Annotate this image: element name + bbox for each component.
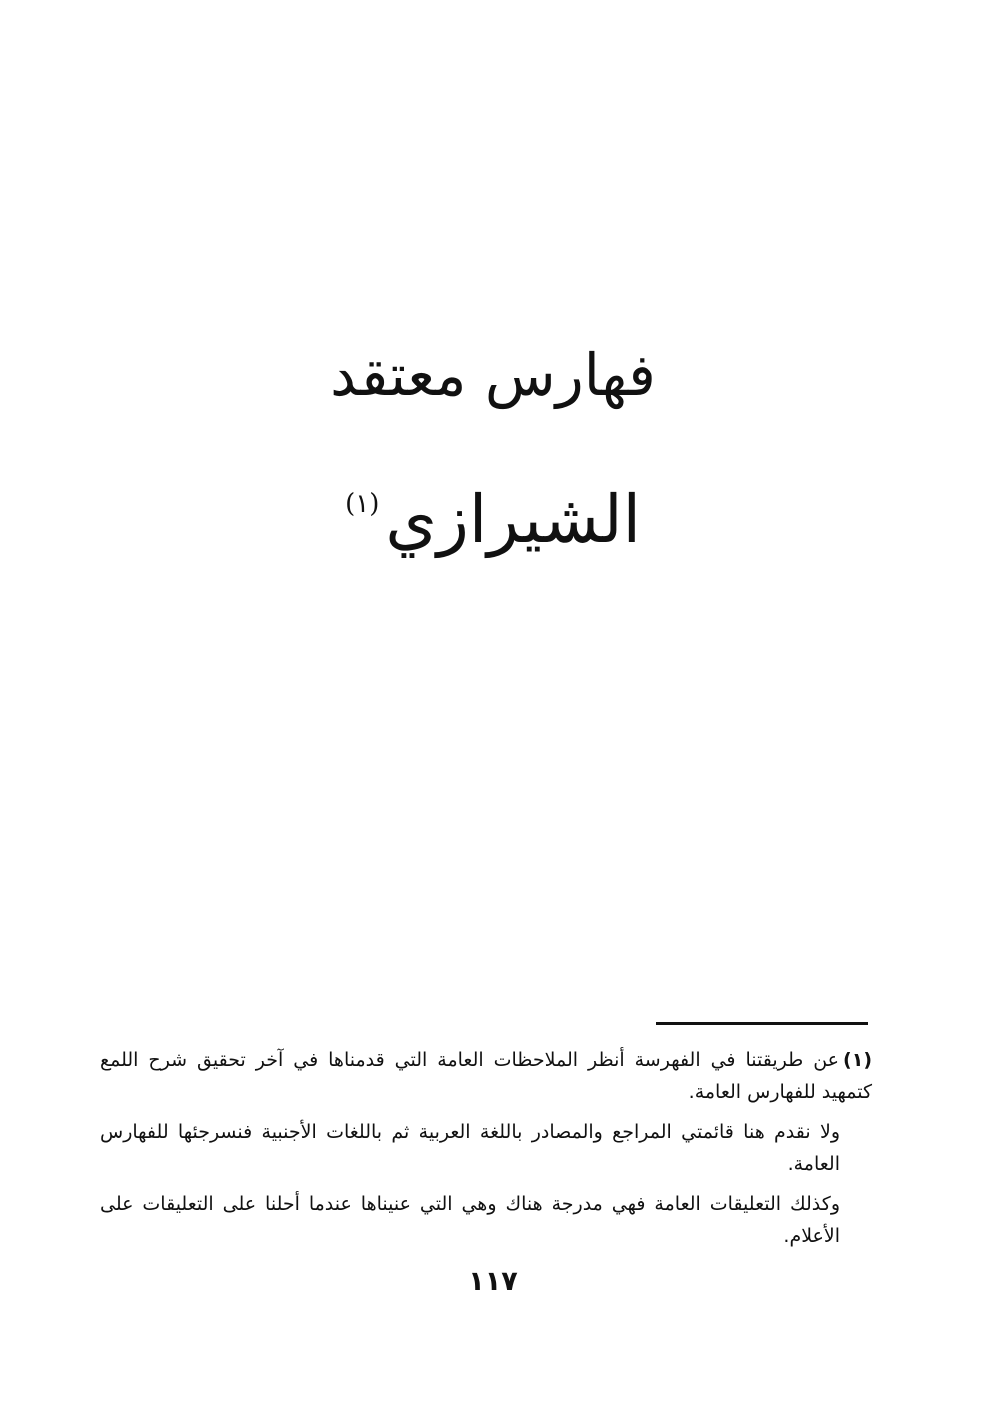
author-title xyxy=(0,458,986,566)
footnotes xyxy=(100,1044,872,1260)
footnote-marker: (١) xyxy=(843,1049,872,1071)
footnote-paragraph-1 xyxy=(100,1044,872,1108)
footnote-text-1: عن طريقتنا في الفهرسة أنظر الملاحظات العامة التي قدمناها في آخر تحقيق شرح اللمع كتمهيد للفهارس العامة. xyxy=(100,1049,872,1103)
author-title-text: الشيرازي xyxy=(385,481,641,558)
footnote-separator xyxy=(656,1022,868,1025)
page-number: ١١٧ xyxy=(468,1266,518,1297)
footnote-paragraph-3 xyxy=(100,1188,872,1252)
footnote-text-2: ولا نقدم هنا قائمتي المراجع والمصادر باللغة العربية ثم باللغات الأجنبية فنسرجئها للفهارس العامة. xyxy=(100,1121,840,1175)
title-footnote-ref: (١) xyxy=(345,489,380,519)
footnote-paragraph-2 xyxy=(100,1116,872,1180)
index-title xyxy=(0,335,986,415)
footnote-text-3: وكذلك التعليقات العامة فهي مدرجة هناك وهي التي عنيناها عندما أحلنا على التعليقات على الأعلام. xyxy=(100,1193,840,1247)
index-title-text: فهارس معتقد xyxy=(330,341,656,409)
